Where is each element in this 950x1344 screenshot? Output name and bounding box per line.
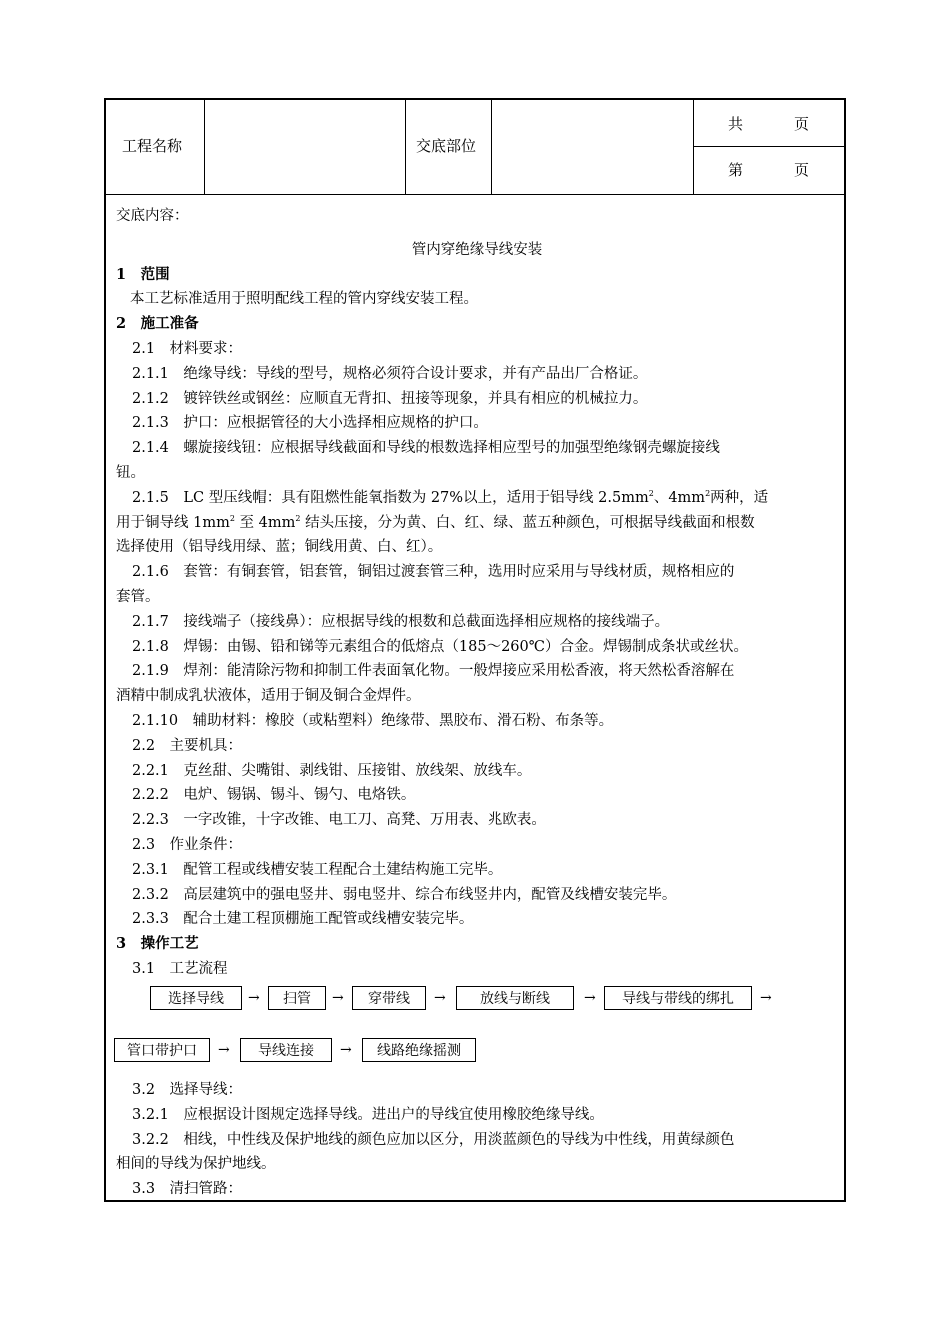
header-divider [694,146,844,147]
paragraph: 2.3.3 配合土建工程顶棚施工配管或线槽安装完毕。 [132,911,474,928]
section-heading: 1 范围 [116,265,170,283]
paragraph: 2.2.1 克丝甜、尖嘴钳、剥线钳、压接钳、放线架、放线车。 [132,762,532,779]
paragraph: 3.2 选择导线： [132,1082,243,1098]
flow-step-pay-out-cut: 放线与断线 [456,986,574,1010]
header-divider [405,100,406,194]
header-divider [491,100,492,194]
paragraph: 2.1.6 套管：有铜套管，铝套管，铜铝过渡套管三种，选用时应采用与导线材质，规格相应的 [132,564,735,581]
paragraph: 3.2.2 相线，中性线及保护地线的颜色应加以区分，用淡蓝颜色的导线为中性线，用黄绿颜色 [132,1131,735,1148]
flow-arrow-icon: → [760,990,772,1006]
superscript: 2 [229,513,235,523]
flow-arrow-icon: → [340,1042,352,1058]
flow-step-bind-wire: 导线与带线的绑扎 [604,986,752,1010]
header-table [106,100,844,195]
text-run: 至 4mm [234,514,296,531]
superscript: 2 [648,488,654,498]
text-run: 2.1.5 LC 型压线帽：具有阻燃性能氧指数为 27%以上，适用于铝导线 2.5mm [132,489,649,506]
document-title: 管内穿绝缘导线安装 [411,241,543,258]
flow-step-sweep-pipe: 扫管 [268,986,326,1010]
paragraph: 3.1 工艺流程 [132,960,228,977]
paragraph: 3.3 清扫管路： [132,1181,243,1198]
flow-arrow-icon: → [584,990,596,1006]
paragraph: 2.1.7 接线端子（接线鼻）：应根据导线的根数和总截面选择相应规格的接线端子。 [132,613,670,630]
paragraph: 2.1.9 焊剂：能清除污物和抑制工件表面氧化物。一般焊接应采用松香液，将天然松香溶解在 [132,663,735,680]
flow-step-thread-leader: 穿带线 [352,986,426,1010]
flow-arrow-icon: → [248,990,260,1006]
flow-step-bushing: 管口带护口 [114,1038,210,1062]
paragraph: 2.1.10 辅助材料：橡胶（或粘塑料）绝缘带、黑胶布、滑石粉、布条等。 [132,712,614,729]
paragraph: 2.1.8 焊锡：由锡、铅和锑等元素组合的低熔点（185～260℃）合金。焊锡制成条状或丝状。 [132,638,748,655]
paragraph: 3.2.1 应根据设计图规定选择导线。进出户的导线宜使用橡胶绝缘导线。 [132,1106,604,1123]
paragraph: 套管。 [116,588,160,605]
flow-step-select-wire: 选择导线 [150,986,242,1010]
content-body [116,204,838,982]
paragraph: 2.1.3 护口：应根据管径的大小选择相应规格的护口。 [132,415,488,432]
paragraph: 2.2 主要机具： [132,737,243,754]
paragraph: 酒精中制成乳状液体，适用于铜及铜合金焊件。 [116,688,421,705]
page-number-suffix: 页 [794,161,810,179]
header-divider [204,100,205,194]
paragraph: 2.1.4 螺旋接线钮：应根据导线截面和导线的根数选择相应型号的加强型绝缘钢壳螺旋接线 [132,440,720,457]
section-heading: 3 操作工艺 [116,935,199,953]
superscript: 2 [295,513,301,523]
paragraph [116,511,838,536]
flow-arrow-icon: → [218,1042,230,1058]
paragraph: 2.1.2 镀锌铁丝或钢丝：应顺直无背扣、扭接等现象，并具有相应的机械拉力。 [132,390,648,407]
paragraph: 2.3 作业条件： [132,836,243,853]
section-heading: 2 施工准备 [116,315,199,333]
text-run: 、4mm [653,489,706,506]
paragraph: 本工艺标准适用于照明配线工程的管内穿线安装工程。 [130,291,478,308]
flow-arrow-icon: → [434,990,446,1006]
content-label: 交底内容： [116,208,189,224]
flow-arrow-icon: → [332,990,344,1006]
paragraph: 2.1.1 绝缘导线：导线的型号，规格必须符合设计要求，并有产品出厂合格证。 [132,365,648,382]
paragraph: 2.3.1 配管工程或线槽安装工程配合土建结构施工完毕。 [132,861,503,878]
paragraph: 2.3.2 高层建筑中的强电竖井、弱电竖井、综合布线竖井内，配管及线槽安装完毕。 [132,886,677,903]
page-number-label: 第 [728,161,744,179]
paragraph: 选择使用（铝导线用绿、蓝；铜线用黄、白、红）。 [116,539,443,556]
paragraph: 2.2.3 一字改锥，十字改锥、电工刀、高凳、万用表、兆欧表。 [132,812,546,829]
paragraph: 钮。 [116,464,145,481]
paragraph: 相间的导线为保护地线。 [116,1156,276,1173]
paragraph: 2.2.2 电炉、锡锅、锡斗、锡勺、电烙铁。 [132,787,416,804]
content-body-continued [116,1078,838,1202]
total-pages-label: 共 [728,115,744,133]
flow-step-insulation-test: 线路绝缘摇测 [362,1038,476,1062]
paragraph: 2.1 材料要求： [132,340,243,357]
paragraph [116,486,838,511]
location-label: 交底部位 [416,137,477,155]
superscript: 2 [705,488,711,498]
total-pages-suffix: 页 [794,115,810,133]
text-run: 结头压接，分为黄、白、红、绿、蓝五种颜色，可根据导线截面和根数 [300,514,755,531]
flow-step-connect: 导线连接 [240,1038,332,1062]
document-frame [104,98,846,1202]
project-name-label: 工程名称 [122,137,183,155]
text-run: 用于铜导线 1mm [116,514,230,531]
header-divider [693,100,694,194]
text-run: 两种，适 [710,489,769,506]
